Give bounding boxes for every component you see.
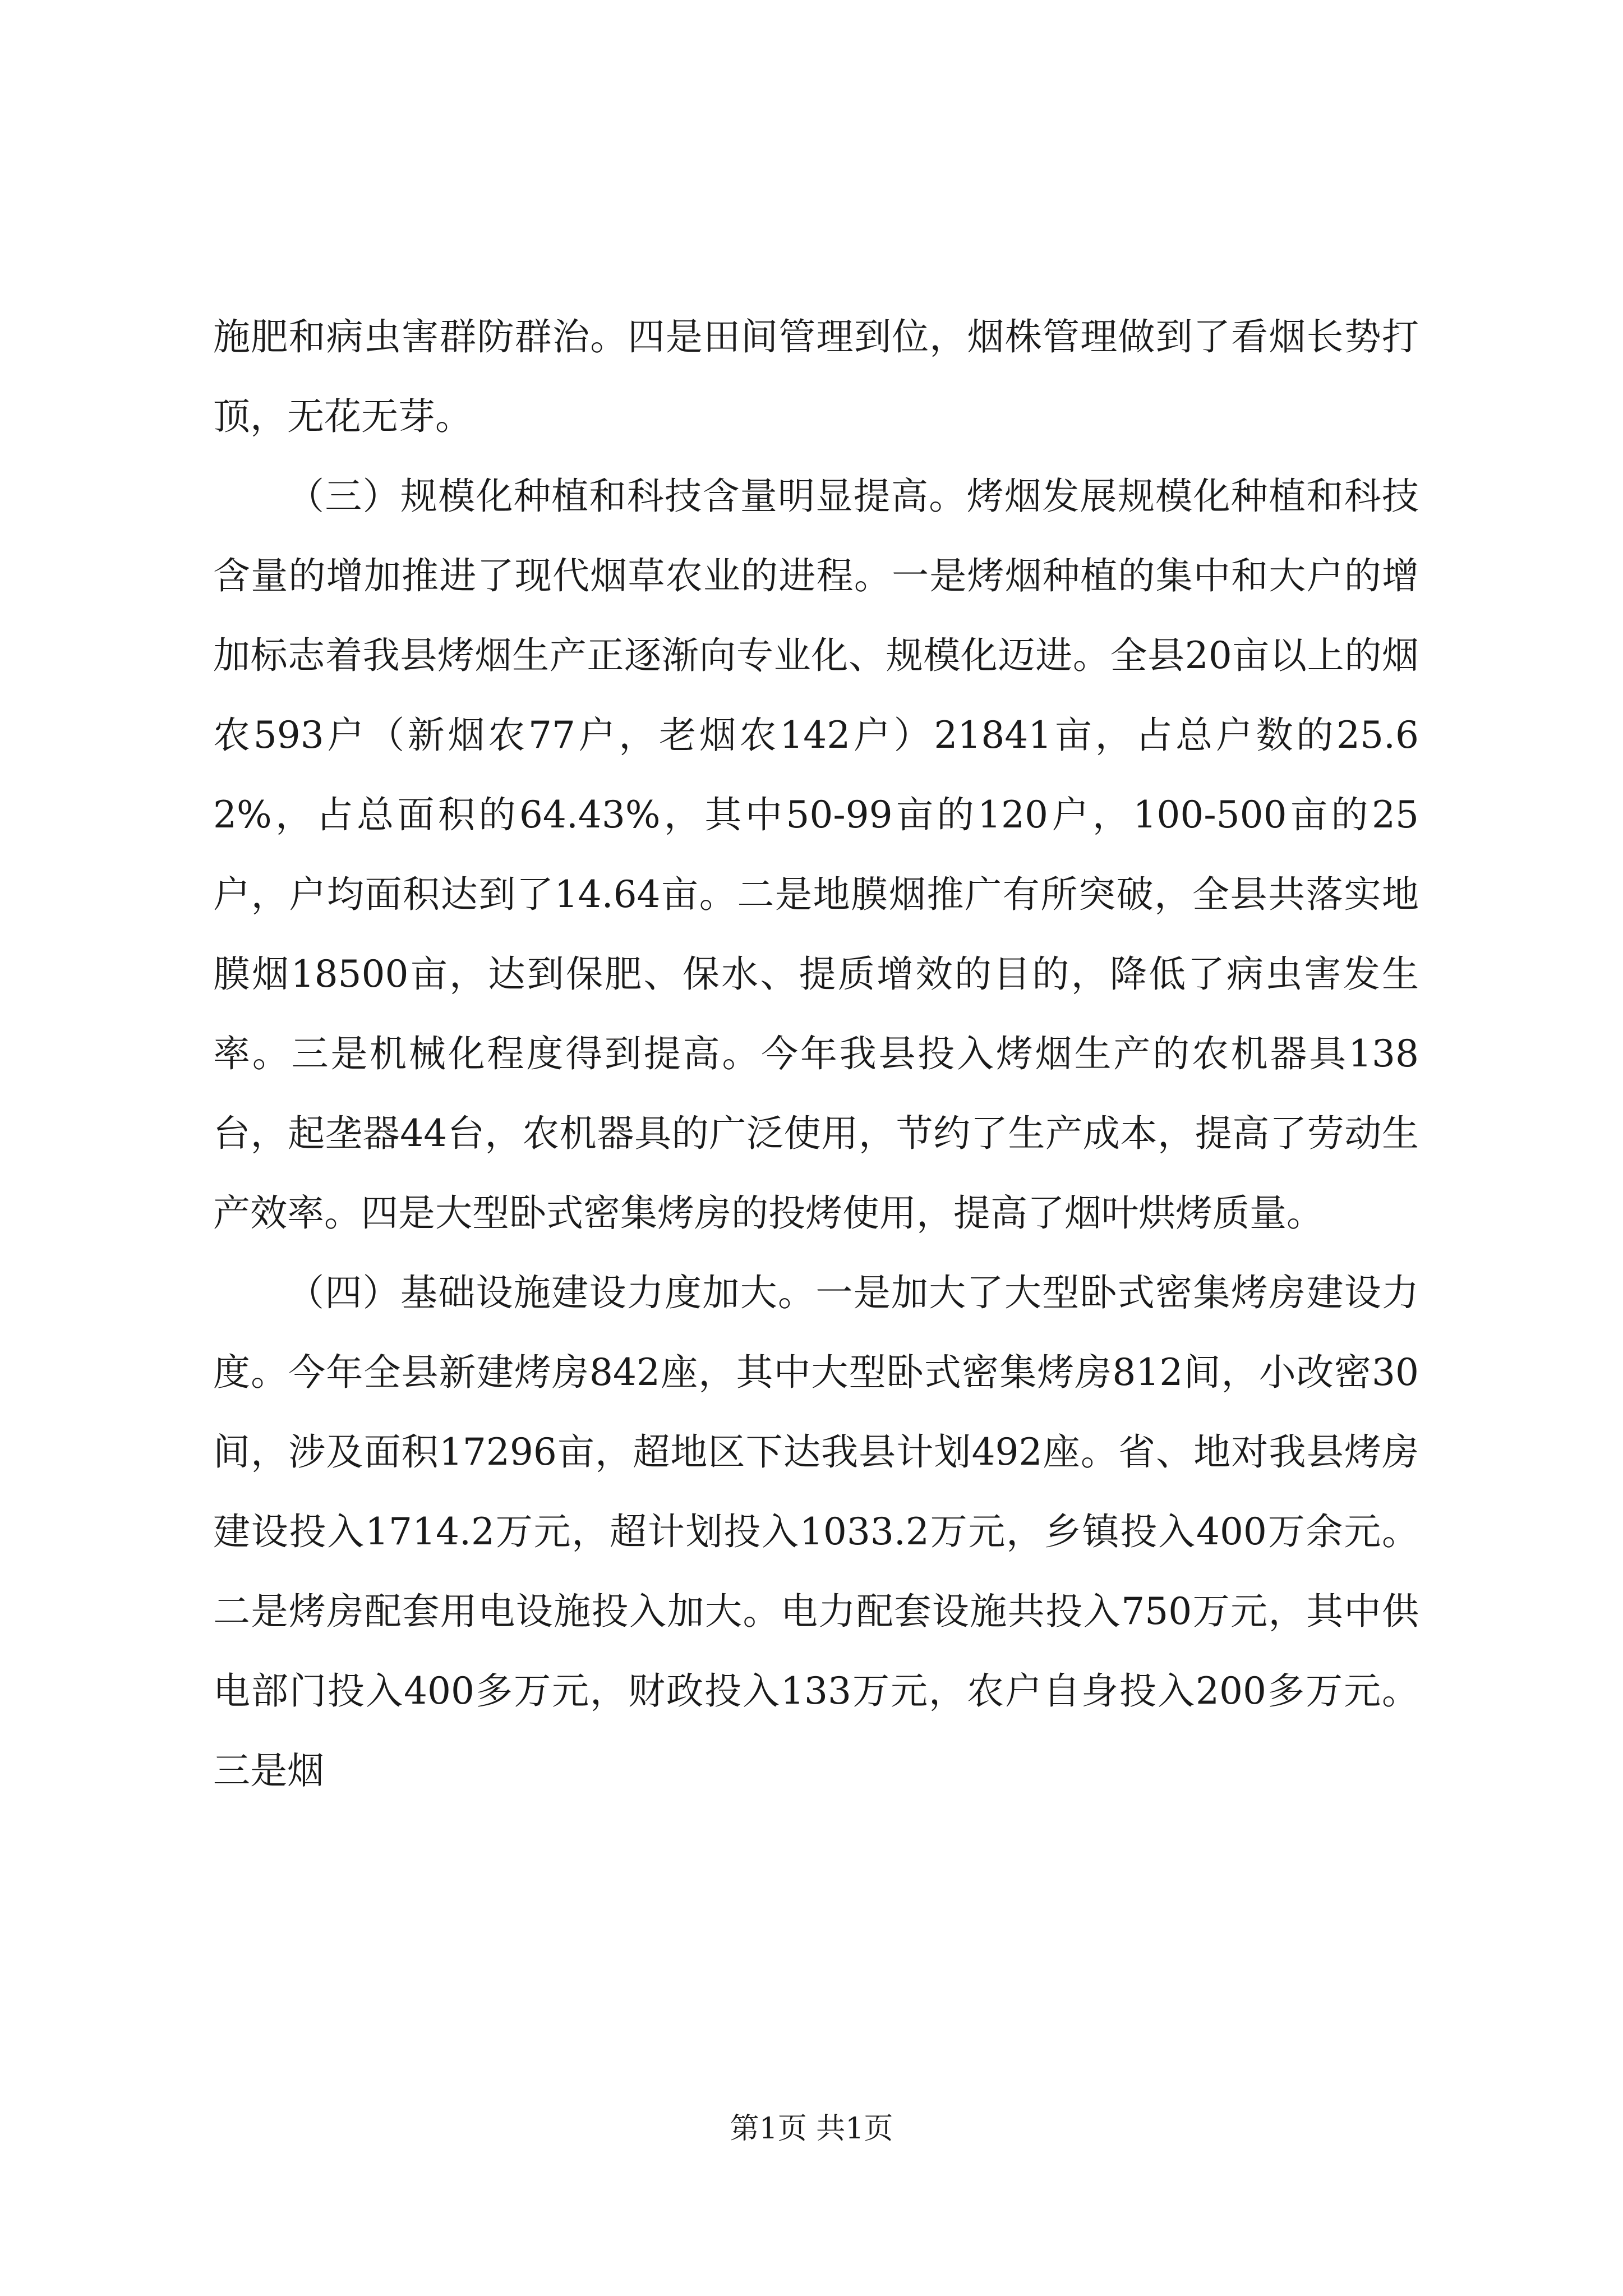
page-footer: 第1页 共1页 xyxy=(730,2112,893,2146)
paragraph-continuation: 施肥和病虫害群防群治。四是田间管理到位，烟株管理做到了看烟长势打顶，无花无芽。 xyxy=(213,315,1419,438)
paragraph-section-three: （三）规模化种植和科技含量明显提高。烤烟发展规模化种植和科技含量的增加推进了现代烟草农业的进程。一是烤烟种植的集中和大户的增加标志着我县烤烟生产正逐渐向专业化、规模化迈进。全县20亩以上的烟农593户（新烟农77户，老烟农142户）21841亩，占总户数的25.62%，占总面积的64.43%，其中50-99亩的120户，100-500亩的25户，户均面积达到了14.64亩。二是地膜烟推广有所突破，全县共落实地膜烟18500亩，达到保肥、保水、提质增效的目的，降低了病虫害发生率。三是机械化程度得到提高。今年我县投入烤烟生产的农机器具138台，起垄器44台，农机器具的广泛使用，节约了生产成本，提高了劳动生产效率。四是大型卧式密集烤房的投烤使用，提高了烟叶烘烤质量。 xyxy=(213,475,1419,1235)
paragraph-section-four: （四）基础设施建设力度加大。一是加大了大型卧式密集烤房建设力度。今年全县新建烤房842座，其中大型卧式密集烤房812间，小改密30间，涉及面积17296亩，超地区下达我县计划492座。省、地对我县烤房建设投入1714.2万元，超计划投入1033.2万元，乡镇投入400万余元。二是烤房配套用电设施投入加大。电力配套设施共投入750万元，其中供电部门投入400多万元，财政投入133万元，农户自身投入200多万元。三是烟 xyxy=(213,1271,1419,1792)
document-body xyxy=(213,297,1419,1811)
